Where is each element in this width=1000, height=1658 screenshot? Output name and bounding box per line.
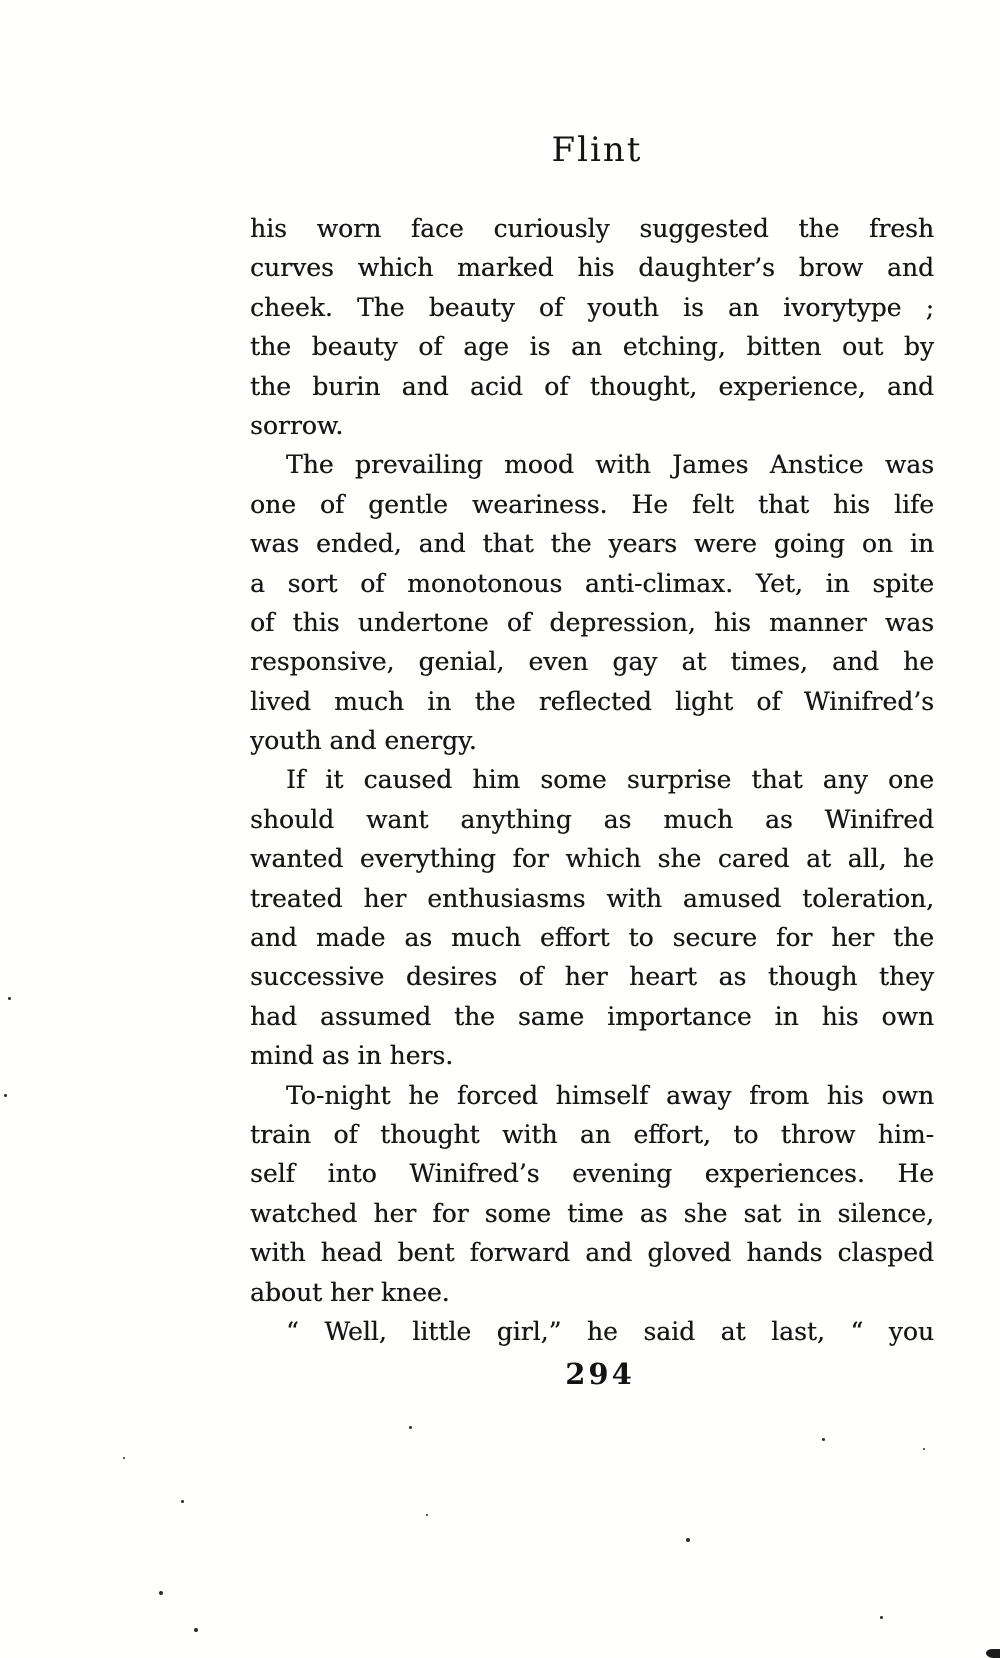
text-line: the beauty of age is an etching, bitten out by xyxy=(250,332,934,362)
scan-corner-smudge xyxy=(986,1649,1000,1658)
text-line: If it caused him some surprise that any one xyxy=(286,765,934,795)
text-line: the burin and acid of thought, experience, and xyxy=(250,371,934,401)
scan-speck xyxy=(194,1628,198,1632)
text-line: mind as in hers. xyxy=(250,1041,454,1071)
text-line: youth and energy. xyxy=(250,726,477,756)
text-line: a sort of monotonous anti-climax. Yet, in spite xyxy=(250,568,934,598)
text-line: one of gentle weariness. He felt that his life xyxy=(250,489,934,519)
text-line: treated her enthusiasms with amused toleration, xyxy=(250,883,934,913)
text-line: train of thought with an effort, to throw him- xyxy=(250,1119,934,1149)
scan-speck xyxy=(923,1448,925,1450)
text-line: sorrow. xyxy=(250,410,344,440)
text-line: wanted everything for which she cared at all, he xyxy=(250,844,934,874)
text-line: with head bent forward and gloved hands clasped xyxy=(250,1238,934,1268)
text-line: curves which marked his daughter’s brow and xyxy=(250,253,934,283)
text-line: about her knee. xyxy=(250,1277,450,1307)
text-line: successive desires of her heart as though they xyxy=(250,962,934,992)
scan-speck xyxy=(686,1538,690,1542)
scan-speck xyxy=(159,1591,163,1595)
scan-speck xyxy=(409,1426,412,1429)
text-line: of this undertone of depression, his manner was xyxy=(250,607,934,637)
scan-speck xyxy=(8,997,11,1000)
text-line: had assumed the same importance in his own xyxy=(250,1001,934,1031)
running-head-title: Flint xyxy=(551,130,643,170)
text-line: responsive, genial, even gay at times, and he xyxy=(250,647,934,677)
scan-speck xyxy=(4,1094,7,1097)
text-line: and made as much effort to secure for her the xyxy=(250,923,934,953)
text-line: “ Well, little girl,” he said at last, “ you xyxy=(286,1316,934,1346)
text-line: self into Winifred’s evening experiences. He xyxy=(250,1159,934,1189)
text-line: cheek. The beauty of youth is an ivorytype ; xyxy=(250,292,934,322)
page-number: 294 xyxy=(565,1357,635,1391)
text-line: watched her for some time as she sat in silence, xyxy=(250,1198,934,1228)
scan-speck xyxy=(123,1457,125,1459)
scan-speck xyxy=(181,1500,184,1503)
body-text-block xyxy=(250,209,934,1351)
scan-speck xyxy=(426,1514,428,1516)
text-line: his worn face curiously suggested the fresh xyxy=(250,214,934,243)
scan-speck xyxy=(880,1616,883,1619)
text-line: The prevailing mood with James Anstice was xyxy=(286,450,934,480)
text-line: was ended, and that the years were going on in xyxy=(250,529,934,559)
text-line: should want anything as much as Winifred xyxy=(250,804,934,834)
text-line: To-night he forced himself away from his own xyxy=(286,1080,934,1110)
text-line: lived much in the reflected light of Winifred’s xyxy=(250,686,934,716)
scan-speck xyxy=(822,1438,825,1441)
